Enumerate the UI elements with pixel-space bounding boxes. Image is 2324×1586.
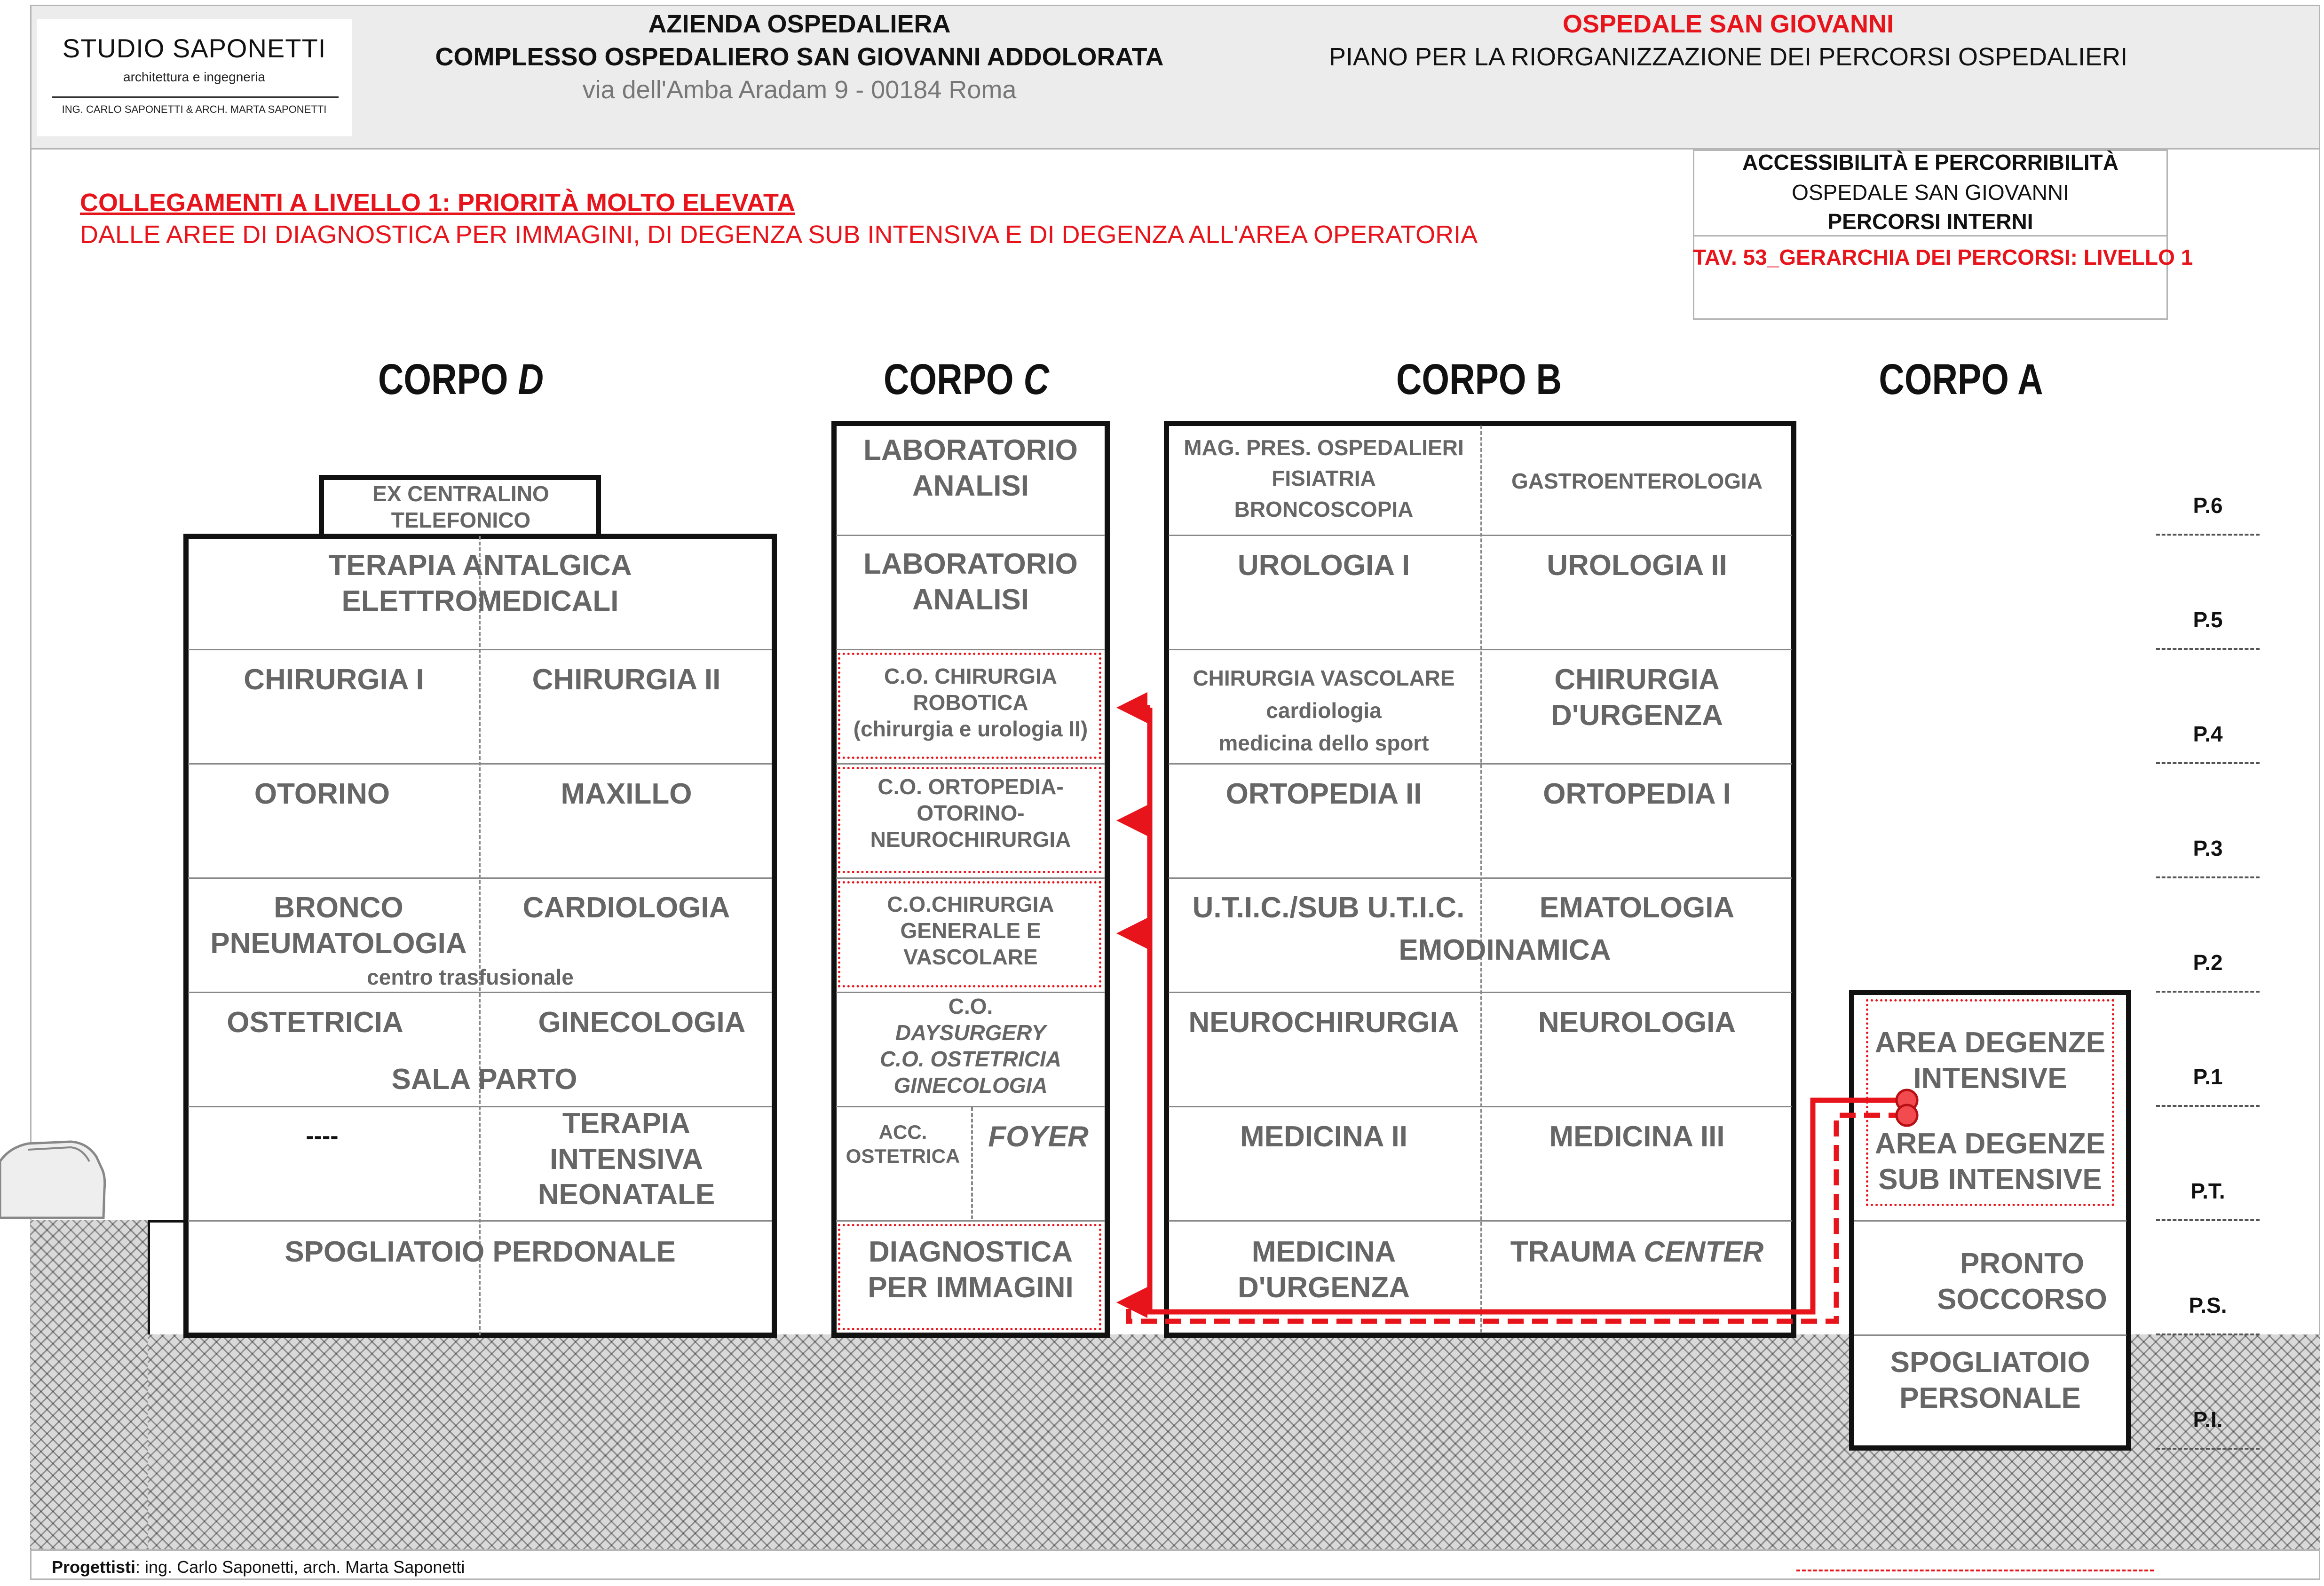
room-terapia-antalgica: TERAPIA ANTALGICA ELETTROMEDICALI [328, 549, 632, 617]
corpo-c-heading: CORPO C [883, 355, 1050, 403]
header-azienda: AZIENDA OSPEDALIERA [648, 10, 951, 38]
floor-label: P.T. [2190, 1179, 2225, 1203]
room-co-daysurgery: C.O. DAYSURGERY C.O. OSTETRICIA GINECOLOGIA [880, 994, 1061, 1098]
room-acc-ostetrica: ACC. OSTETRICA [846, 1121, 960, 1168]
logo-names: ING. CARLO SAPONETTI & ARCH. MARTA SAPONETTI [62, 103, 327, 115]
floor-label: P.5 [2193, 608, 2223, 632]
room-laboratorio-p5: LABORATORIO ANALISI [863, 548, 1078, 616]
header-complesso: COMPLESSO OSPEDALIERO SAN GIOVANNI ADDOLORATA [435, 43, 1164, 71]
room-bronco-pneumatologia: BRONCO PNEUMATOLOGIA [210, 892, 467, 960]
room-area-degenze-intensive: AREA DEGENZE INTENSIVE [1874, 1026, 2106, 1095]
corpo-d-heading: CORPO D [378, 355, 544, 403]
room-emodinamica: EMODINAMICA [1399, 934, 1611, 966]
floor-label: P.4 [2193, 722, 2223, 746]
room-diagnostica: DIAGNOSTICA PER IMMAGINI [868, 1236, 1074, 1304]
room-ex-centralino: EX CENTRALINO TELEFONICO [372, 481, 549, 533]
collegamenti-subtitle: DALLE AREE DI DIAGNOSTICA PER IMMAGINI, DI DEGENZA SUB INTENSIVA E DI DEGENZA ALL'AREA OPERATORIA [80, 221, 1478, 249]
room-gastroenterologia: GASTROENTEROLOGIA [1511, 469, 1763, 493]
room-sala-parto: SALA PARTO [391, 1063, 577, 1096]
logo-name: STUDIO SAPONETTI [62, 33, 326, 63]
floor-label: P.6 [2193, 493, 2223, 518]
room-chirurgia-vascolare: CHIRURGIA VASCOLARE cardiologia medicina dello sport [1193, 666, 1455, 755]
room-otorino: OTORINO [254, 778, 390, 810]
floor-label: P.2 [2193, 950, 2223, 975]
room-foyer: FOYER [988, 1120, 1089, 1153]
footer-line [30, 1549, 2320, 1551]
floor-label: P.I. [2193, 1407, 2223, 1432]
room-ostetricia: OSTETRICIA [227, 1006, 403, 1039]
room-medicina-urgenza: MEDICINA D'URGENZA [1237, 1236, 1410, 1304]
route-dashed [1129, 1115, 1905, 1321]
corpo-b-heading: CORPO B [1396, 355, 1562, 403]
route-solid [1150, 708, 1905, 1312]
title-block-line2: OSPEDALE SAN GIOVANNI [1792, 180, 2069, 205]
room-medicina-3: MEDICINA III [1549, 1120, 1725, 1153]
room-urologia-2: UROLOGIA II [1547, 549, 1727, 582]
corpo-a-heading: CORPO A [1879, 355, 2043, 403]
room-co-robotica: C.O. CHIRURGIA ROBOTICA (chirurgia e urologia II) [853, 664, 1088, 742]
room-chirurgia-1: CHIRURGIA I [244, 663, 424, 696]
title-block-line1: ACCESSIBILITÀ E PERCORRIBILITÀ [1742, 150, 2118, 174]
room-co-chirurgia-generale: C.O.CHIRURGIA GENERALE E VASCOLARE [887, 892, 1054, 970]
room-centro-trasfusionale: centro trasfusionale [367, 965, 574, 989]
room-chirurgia-2: CHIRURGIA II [532, 663, 721, 696]
header-hospital: OSPEDALE SAN GIOVANNI [1562, 10, 1894, 38]
room-ginecologia: GINECOLOGIA [538, 1006, 746, 1039]
floor-label: P.S. [2189, 1293, 2227, 1318]
room-trauma-center: TRAUMA CENTER [1510, 1236, 1764, 1268]
room-cardiologia: CARDIOLOGIA [522, 892, 730, 924]
table-number: TAV. 53_GERARCHIA DEI PERCORSI: LIVELLO 1 [1693, 245, 2193, 269]
room-utic: U.T.I.C./SUB U.T.I.C. [1192, 892, 1465, 924]
room-ortopedia-1: ORTOPEDIA I [1543, 778, 1731, 810]
room-medicina-2: MEDICINA II [1240, 1120, 1407, 1153]
room-mag-fisiatria: MAG. PRES. OSPEDALIERI FISIATRIA BRONCOSCOPIA [1184, 435, 1464, 521]
room-co-ortopedia: C.O. ORTOPEDIA- OTORINO- NEUROCHIRURGIA [870, 774, 1071, 852]
room-ematologia: EMATOLOGIA [1539, 892, 1735, 924]
room-neurologia: NEUROLOGIA [1538, 1006, 1736, 1039]
collegamenti-title: COLLEGAMENTI A LIVELLO 1: PRIORITÀ MOLTO ELEVATA [80, 189, 795, 217]
title-block-line3: PERCORSI INTERNI [1827, 209, 2033, 234]
room-empty: ---- [306, 1122, 339, 1150]
footer-designers: Progettisti: ing. Carlo Saponetti, arch. Marta Saponetti [52, 1557, 465, 1577]
room-maxillo: MAXILLO [561, 778, 692, 810]
room-ortopedia-2: ORTOPEDIA II [1225, 778, 1422, 810]
logo-subtitle: architettura e ingegneria [123, 70, 265, 84]
floor-label: P.1 [2193, 1065, 2223, 1089]
room-spogliatoio-personale: SPOGLIATOIO PERSONALE [1890, 1346, 2090, 1414]
room-urologia-1: UROLOGIA I [1237, 549, 1410, 582]
room-area-degenze-sub-intensive: AREA DEGENZE SUB INTENSIVE [1874, 1128, 2106, 1196]
header-plan: PIANO PER LA RIORGANIZZAZIONE DEI PERCORSI OSPEDALIERI [1328, 43, 2128, 71]
floor-label: P.3 [2193, 836, 2223, 860]
route-node-sub-intensive [1897, 1105, 1917, 1126]
header-address: via dell'Amba Aradam 9 - 00184 Roma [582, 76, 1017, 104]
room-neurochirurgia: NEUROCHIRURGIA [1188, 1006, 1459, 1039]
room-chirurgia-urgenza: CHIRURGIA D'URGENZA [1550, 663, 1723, 732]
room-spogliatoio-d: SPOGLIATOIO PERDONALE [285, 1236, 676, 1268]
room-tin: TERAPIA INTENSIVA NEONATALE [538, 1107, 715, 1211]
footer-signature-line [1796, 1570, 2154, 1571]
room-pronto-soccorso: PRONTO SOCCORSO [1937, 1247, 2107, 1316]
room-laboratorio-p6: LABORATORIO ANALISI [863, 434, 1078, 502]
